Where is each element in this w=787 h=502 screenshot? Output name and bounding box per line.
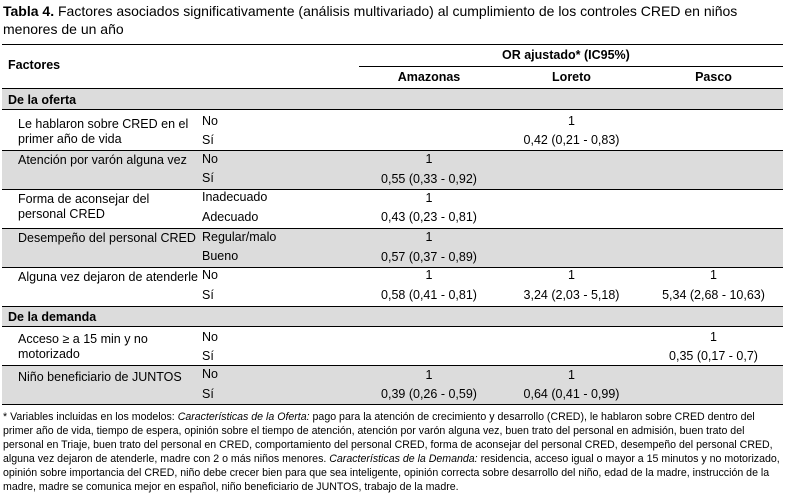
value-loreto: 1	[568, 368, 575, 382]
footnote-demanda-text: residencia, acceso igual o mayor a 15 minutos y no motorizado, opinión sobre importancia del CRED, niño debe crecer bien para que sea inteligente, opinión correcta sobre desarrollo del niño, edad de la madre, instrucción de la madre, madre se comunica mejor en español, niño beneficiario de JUNTOS, trabajo de la madre.	[3, 453, 780, 494]
value-amazonas: 0,43 (0,23 - 0,81)	[381, 210, 477, 224]
row-factor: Alguna vez dejaron de atenderle	[18, 270, 198, 284]
value-pasco: 5,34 (2,68 - 10,63)	[662, 288, 765, 302]
row-factor: Acceso ≥ a 15 min y no motorizado	[18, 332, 148, 361]
value-amazonas: 1	[425, 268, 433, 282]
row-option: Sí	[202, 387, 214, 401]
row-option: Regular/malo	[202, 230, 277, 244]
value-loreto: 0,42 (0,21 - 0,83)	[523, 133, 620, 147]
footnote-oferta-text: pago para la atención de crecimiento y desarrollo (CRED), le hablaron sobre CRED dentro del primer año de vida, tiempo de espera, opinión sobre el tiempo de atención, atención por varón alguna vez, buen trato del personal en admisión, buen trato del personal en Triaje, buen trato del personal en CRED, comportamiento del personal CRED, forma de aconsejar del personal CRED, desempeño del personal CRED, alguna vez dejaron de atenderle, madre con 2 o más niños menores.	[3, 411, 773, 466]
row-option: No	[202, 330, 218, 344]
value-loreto: 1	[568, 268, 575, 282]
row-option: Sí	[202, 171, 214, 185]
value-pasco: 0,35 (0,17 - 0,7)	[669, 349, 758, 363]
row-option: No	[202, 152, 218, 166]
table-number: Tabla 4.	[3, 3, 55, 19]
row-factor: Desempeño del personal CRED	[18, 231, 196, 245]
row-factor: Niño beneficiario de JUNTOS	[18, 370, 182, 384]
row-separator	[2, 189, 783, 190]
value-amazonas: 1	[425, 230, 433, 244]
row-factor: Atención por varón alguna vez	[18, 153, 187, 167]
row-option: Sí	[202, 349, 214, 363]
caption-text: Factores asociados significativamente (análisis multivariado) al cumplimiento de los controles CRED en niños menores de un año	[3, 3, 738, 37]
table-footnote	[3, 410, 781, 495]
row-option: No	[202, 114, 218, 128]
value-loreto: 1	[568, 114, 575, 128]
value-amazonas: 0,57 (0,37 - 0,89)	[381, 250, 477, 264]
value-amazonas: 1	[425, 191, 433, 205]
footnote-intro: * Variables incluidas en los modelos:	[3, 411, 178, 423]
row-option: Adecuado	[202, 210, 259, 224]
footnote-oferta-label: Características de la Oferta:	[177, 411, 310, 423]
value-amazonas: 0,55 (0,33 - 0,92)	[381, 172, 477, 186]
row-option: Sí	[202, 288, 214, 302]
row-option: Inadecuado	[202, 190, 268, 204]
value-amazonas: 0,39 (0,26 - 0,59)	[381, 387, 477, 401]
row-option: Bueno	[202, 249, 239, 263]
value-loreto: 3,24 (2,03 - 5,18)	[523, 288, 620, 302]
footnote-demanda-label: Características de la Demanda:	[329, 453, 478, 466]
section-band-oferta	[2, 89, 783, 109]
section-line	[2, 326, 783, 327]
row-option: No	[202, 268, 218, 282]
row-option: No	[202, 367, 218, 381]
header-pasco: Pasco	[695, 70, 732, 84]
row-option: Sí	[202, 133, 214, 147]
value-amazonas: 1	[425, 152, 433, 166]
table-top-border	[2, 44, 783, 45]
value-amazonas: 1	[425, 368, 433, 382]
value-amazonas: 0,58 (0,41 - 0,81)	[381, 288, 477, 302]
section-title-oferta: De la oferta	[8, 93, 77, 107]
value-loreto: 0,64 (0,41 - 0,99)	[523, 387, 620, 401]
header-subline	[359, 66, 783, 67]
header-amazonas: Amazonas	[397, 70, 461, 84]
section-title-demanda: De la demanda	[8, 310, 97, 324]
row-factor: Le hablaron sobre CRED en el primer año de vida	[18, 117, 189, 146]
value-pasco: 1	[710, 268, 717, 282]
header-or-ajustado: OR ajustado* (IC95%)	[502, 48, 630, 62]
table-bottom-border	[2, 404, 783, 405]
section-band-demanda	[2, 307, 783, 326]
row-factor: Forma de aconsejar del personal CRED	[18, 192, 150, 221]
section-line	[2, 109, 783, 110]
header-loreto: Loreto	[552, 70, 591, 84]
header-factores: Factores	[8, 58, 61, 72]
value-pasco: 1	[710, 330, 717, 344]
table-caption	[3, 2, 783, 38]
